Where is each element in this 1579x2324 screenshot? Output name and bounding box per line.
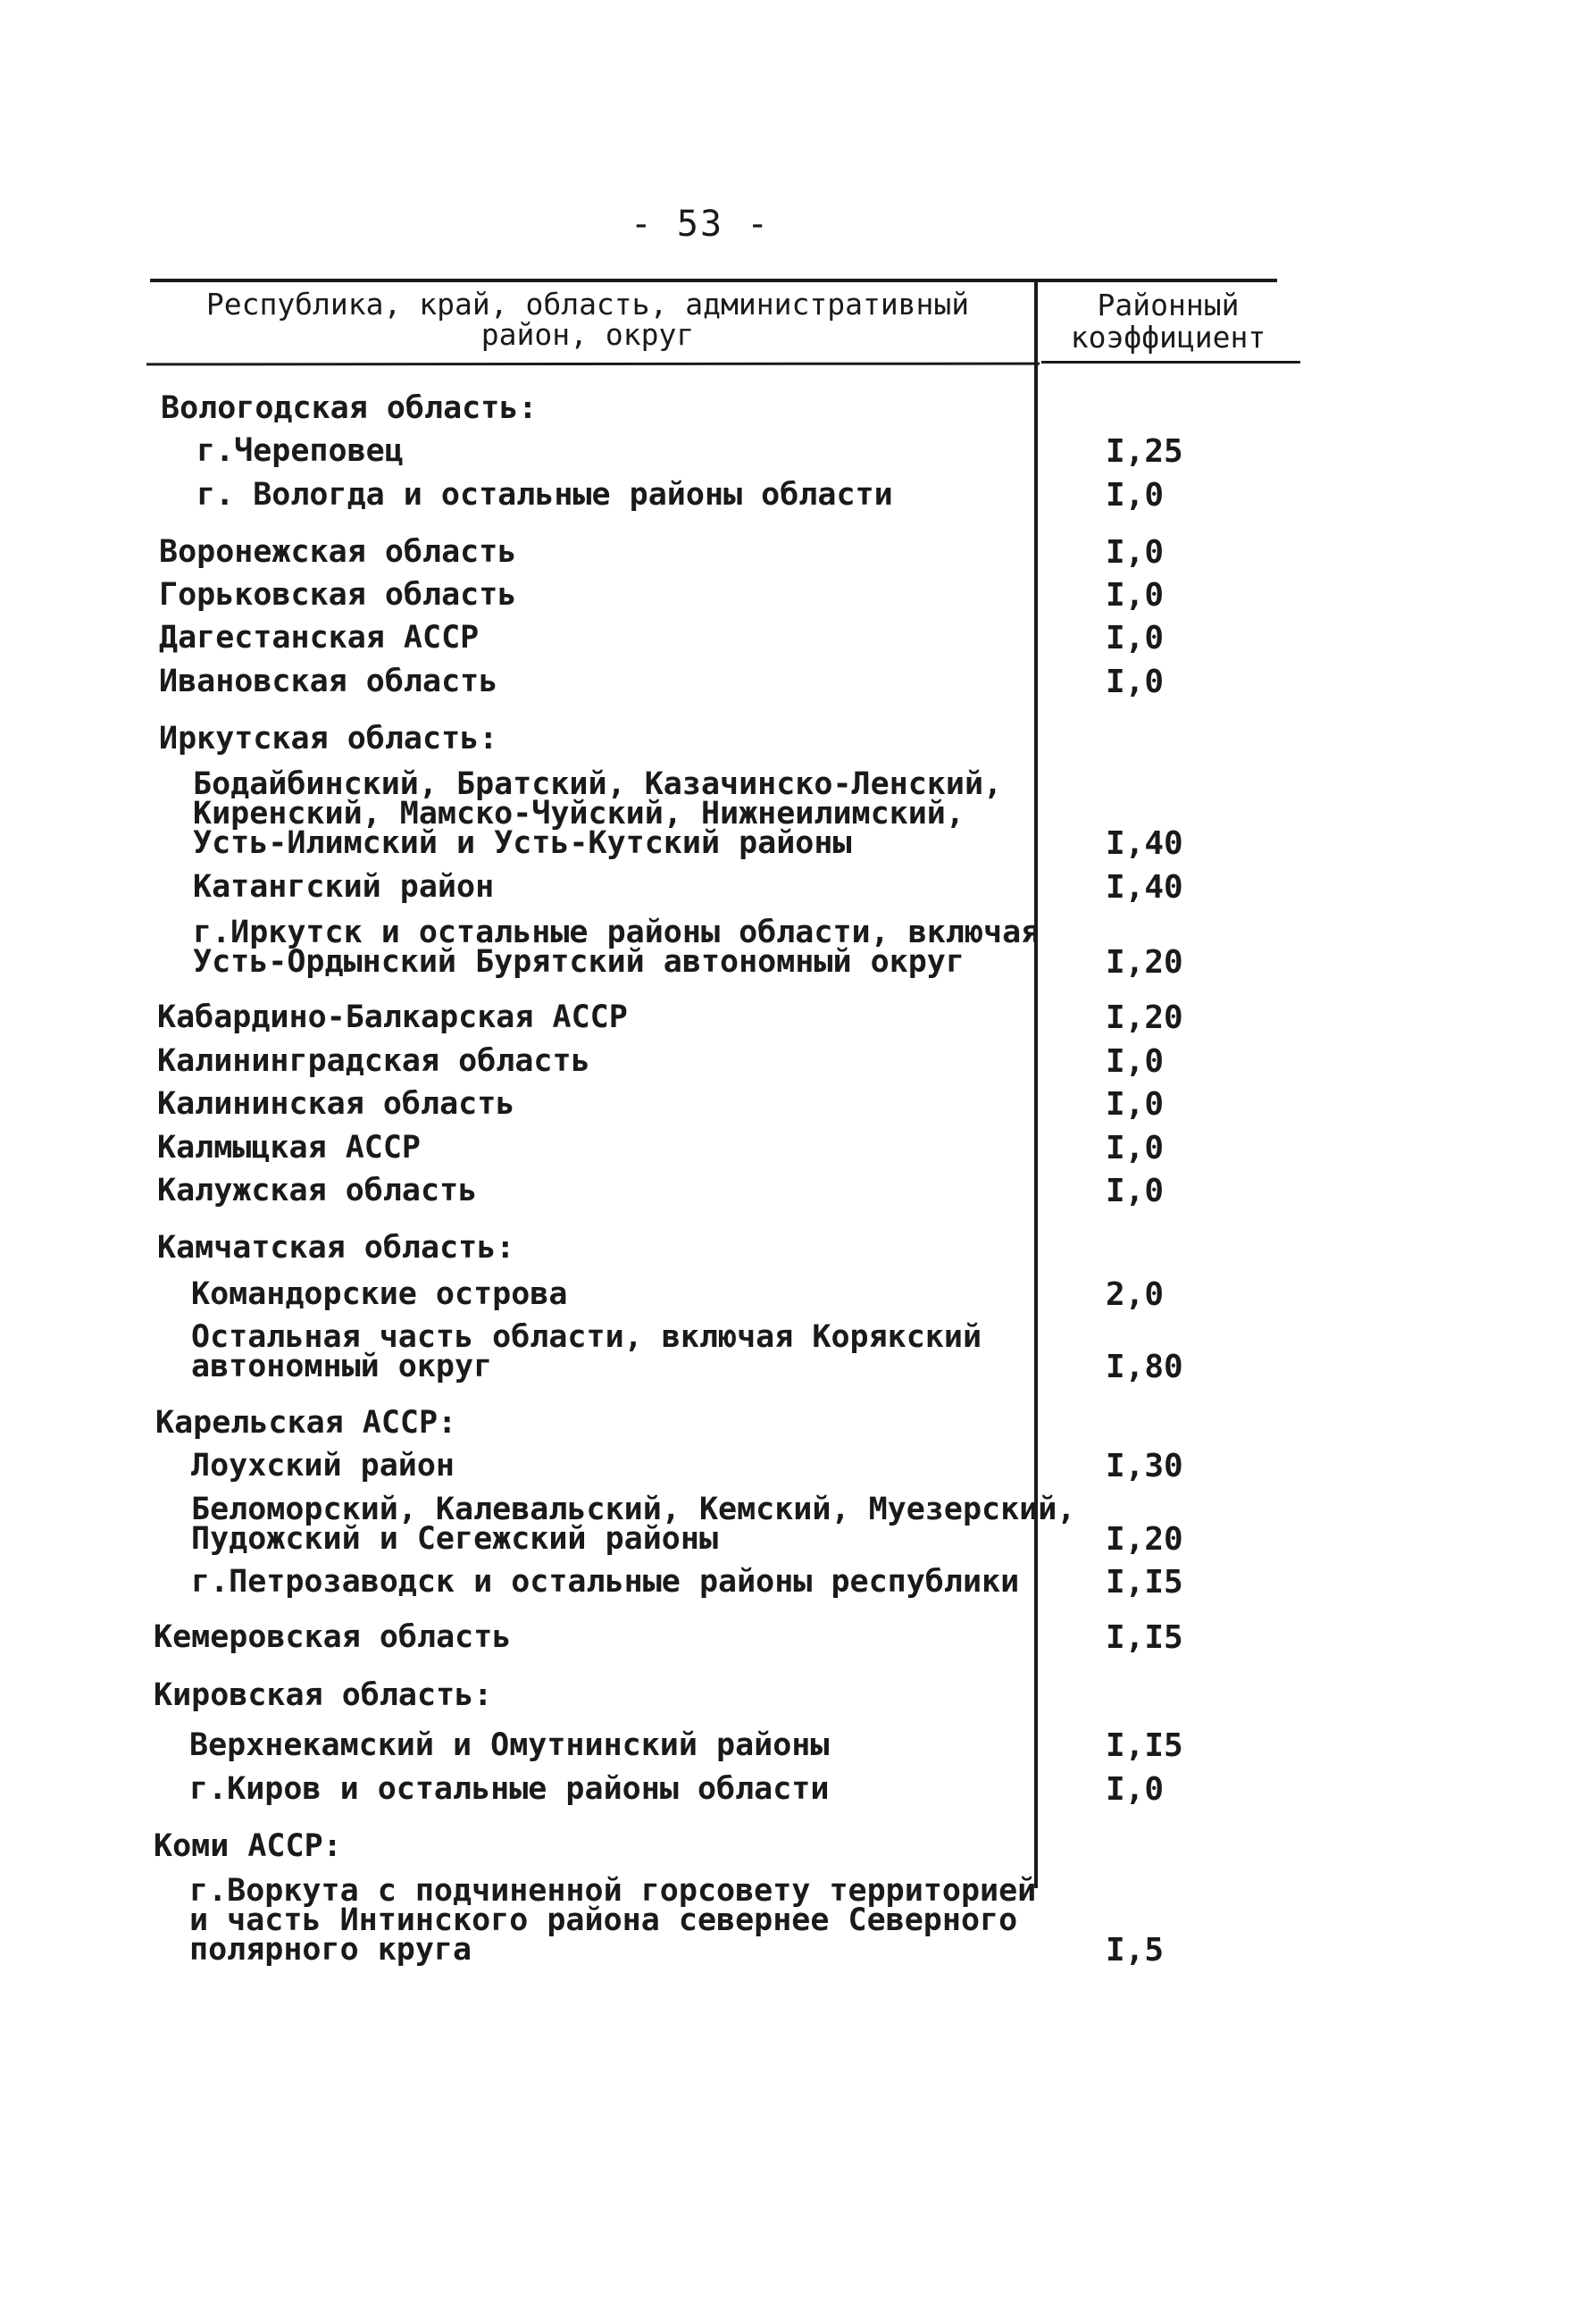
row-value: I,0	[1106, 577, 1165, 614]
row-label: Лоухский район	[191, 1448, 455, 1484]
row-label: Кировская область:	[154, 1677, 493, 1713]
row-label: Кемеровская область	[154, 1619, 512, 1655]
row-label: г.Иркутск и остальные районы области, включая Усть-Ордынский Бурятский автономный округ	[193, 915, 1040, 980]
row-label: Беломорский, Калевальский, Кемский, Муезерский, Пудожский и Сегежский районы	[191, 1492, 1076, 1557]
row-label: Камчатская область:	[157, 1230, 515, 1266]
row-value: I,0	[1106, 477, 1165, 514]
header-region-line1: Республика, край, область, административный	[205, 287, 970, 322]
header-coefficient-line2: коэффициент	[1070, 320, 1266, 355]
row-value: I,I5	[1106, 1727, 1183, 1764]
row-value: I,0	[1106, 1043, 1165, 1080]
table-top-rule	[150, 279, 1277, 282]
row-label: Калининградская область	[157, 1043, 590, 1079]
row-label: Карельская АССР:	[155, 1405, 457, 1441]
row-value: I,0	[1106, 1086, 1165, 1123]
row-value: I,0	[1106, 1173, 1165, 1209]
header-region-line2: район, округ	[480, 317, 695, 352]
row-label: Горьковская область	[159, 577, 517, 613]
row-value: I,0	[1106, 1130, 1165, 1166]
row-label: Бодайбинский, Братский, Казачинско-Ленский, Киренский, Мамско-Чуйский, Нижнеилимский, Усть-Илимский и Усть-Кутский районы	[193, 766, 1003, 861]
row-label: г. Вологда и остальные районы области	[196, 477, 893, 513]
row-value: I,I5	[1106, 1619, 1183, 1656]
header-bottom-rule-right	[1041, 361, 1300, 364]
row-label: Командорские острова	[191, 1276, 568, 1312]
row-label: Иркутская область:	[159, 721, 498, 757]
header-bottom-rule-left	[146, 363, 1040, 366]
row-label: Верхнекамский и Омутнинский районы	[189, 1727, 830, 1763]
row-value: I,40	[1106, 869, 1183, 906]
row-label: Калининская область	[157, 1086, 515, 1122]
row-label: Вологодская область:	[161, 390, 538, 426]
row-value: I,0	[1106, 664, 1165, 700]
table-header-coefficient	[1038, 289, 1299, 354]
table-header-region	[143, 289, 1032, 350]
row-value: I,30	[1106, 1448, 1183, 1484]
row-value: I,40	[1106, 825, 1183, 862]
row-value: I,20	[1106, 1521, 1183, 1558]
page-number: - 53 -	[630, 204, 771, 245]
row-label: Катангский район	[193, 869, 495, 905]
header-coefficient-line1: Районный	[1097, 288, 1240, 322]
row-label: г.Киров и остальные районы области	[189, 1771, 830, 1807]
row-label: г.Петрозаводск и остальные районы республики	[191, 1564, 1020, 1600]
table-column-divider	[1034, 280, 1038, 1888]
row-label: Кабардино-Балкарская АССР	[157, 999, 628, 1035]
row-label: Калужская область	[157, 1173, 478, 1208]
row-value: I,0	[1106, 1771, 1165, 1808]
row-label: г.Череповец	[196, 433, 404, 469]
row-value: I,25	[1106, 433, 1183, 470]
row-value: I,5	[1106, 1932, 1165, 1969]
row-value: I,20	[1106, 944, 1183, 981]
row-label: Дагестанская АССР	[159, 620, 480, 656]
row-value: I,0	[1106, 620, 1165, 656]
row-label: Ивановская область	[159, 664, 498, 699]
row-label: г.Воркута с подчиненной горсовету территорией и часть Интинского района севернее Северного полярного круга	[189, 1873, 1037, 1968]
row-value: I,I5	[1106, 1564, 1183, 1601]
row-label: Остальная часть области, включая Корякский автономный округ	[191, 1319, 982, 1384]
row-value: I,0	[1106, 534, 1165, 571]
row-value: 2,0	[1106, 1276, 1165, 1313]
row-label: Коми АССР:	[154, 1828, 342, 1864]
row-label: Воронежская область	[159, 534, 517, 570]
row-label: Калмыцкая АССР	[157, 1130, 422, 1166]
row-value: I,20	[1106, 999, 1183, 1036]
row-value: I,80	[1106, 1349, 1183, 1385]
